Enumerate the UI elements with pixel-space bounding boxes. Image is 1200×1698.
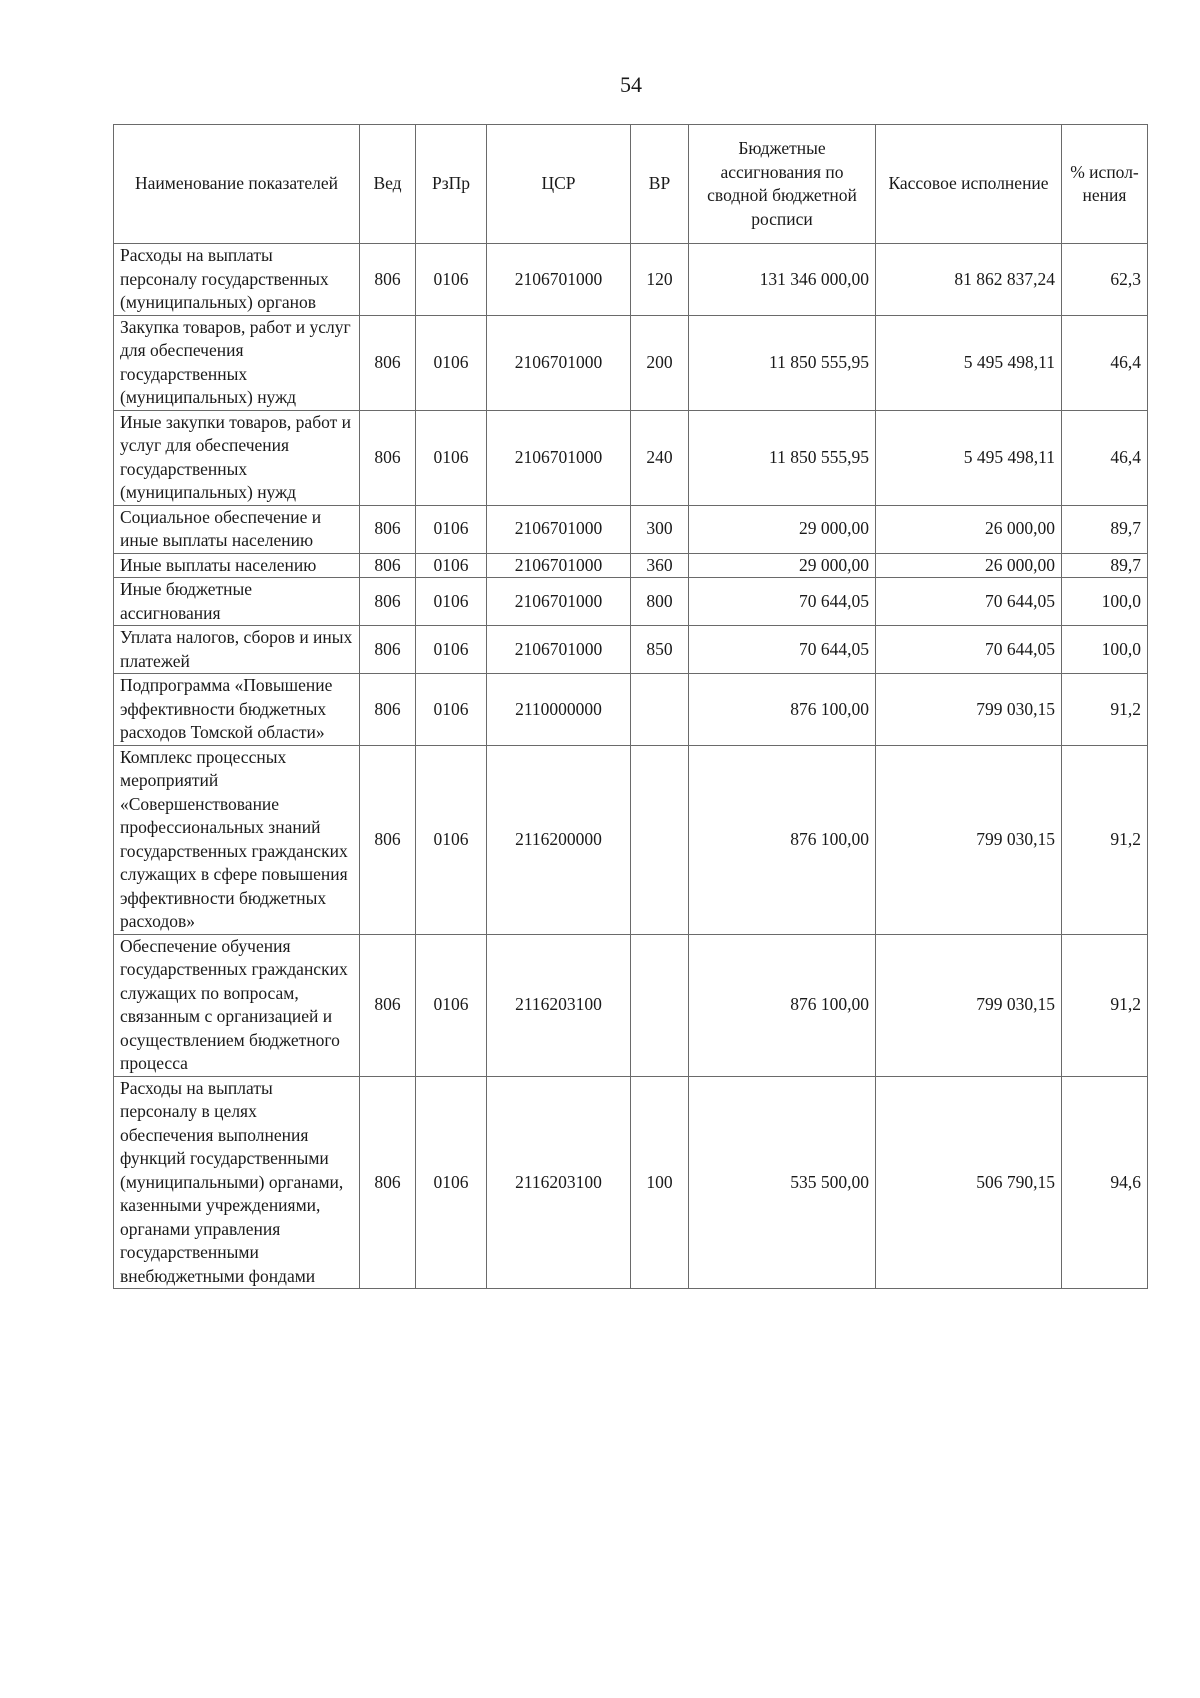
cell-pct: 91,2 [1062, 745, 1148, 934]
table-row [114, 578, 1148, 626]
cell-csr: 2110000000 [487, 674, 631, 746]
cell-assign: 11 850 555,95 [689, 315, 876, 410]
table-row [114, 934, 1148, 1076]
cell-csr: 2106701000 [487, 505, 631, 553]
cell-cash: 506 790,15 [876, 1076, 1062, 1289]
cell-assign: 876 100,00 [689, 674, 876, 746]
cell-rzpr: 0106 [416, 553, 487, 578]
table-row [114, 626, 1148, 674]
cell-name: Уплата налогов, сборов и иных платежей [114, 626, 360, 674]
cell-vr: 800 [631, 578, 689, 626]
cell-ved: 806 [360, 934, 416, 1076]
table-row [114, 505, 1148, 553]
header-cash-execution: Кассовое исполнение [876, 125, 1062, 244]
cell-csr: 2116200000 [487, 745, 631, 934]
cell-ved: 806 [360, 505, 416, 553]
header-rzpr: РзПр [416, 125, 487, 244]
header-row [114, 125, 1148, 244]
cell-assign: 29 000,00 [689, 505, 876, 553]
table-row [114, 244, 1148, 316]
budget-execution-table [113, 124, 1148, 1289]
cell-rzpr: 0106 [416, 934, 487, 1076]
cell-cash: 81 862 837,24 [876, 244, 1062, 316]
cell-cash: 26 000,00 [876, 553, 1062, 578]
header-name: Наименование показателей [114, 125, 360, 244]
cell-csr: 2106701000 [487, 244, 631, 316]
cell-csr: 2106701000 [487, 410, 631, 505]
cell-pct: 100,0 [1062, 626, 1148, 674]
cell-cash: 5 495 498,11 [876, 315, 1062, 410]
cell-rzpr: 0106 [416, 244, 487, 316]
cell-cash: 799 030,15 [876, 674, 1062, 746]
cell-vr [631, 934, 689, 1076]
header-vr: ВР [631, 125, 689, 244]
cell-name: Расходы на выплаты персоналу в целях обеспечения выполнения функций государственными (муниципальными) органами, казенными учреждениями, органами управления государственными внебюджетными фондами [114, 1076, 360, 1289]
cell-vr: 300 [631, 505, 689, 553]
cell-pct: 100,0 [1062, 578, 1148, 626]
cell-cash: 799 030,15 [876, 745, 1062, 934]
cell-pct: 91,2 [1062, 674, 1148, 746]
cell-name: Закупка товаров, работ и услуг для обеспечения государственных (муниципальных) нужд [114, 315, 360, 410]
cell-vr [631, 745, 689, 934]
cell-name: Комплекс процессных мероприятий «Совершенствование профессиональных знаний государственных гражданских служащих в сфере повышения эффективности бюджетных расходов» [114, 745, 360, 934]
table-row [114, 674, 1148, 746]
cell-cash: 70 644,05 [876, 578, 1062, 626]
cell-ved: 806 [360, 410, 416, 505]
cell-vr: 100 [631, 1076, 689, 1289]
cell-vr [631, 674, 689, 746]
cell-rzpr: 0106 [416, 410, 487, 505]
cell-cash: 70 644,05 [876, 626, 1062, 674]
cell-csr: 2116203100 [487, 934, 631, 1076]
cell-assign: 70 644,05 [689, 626, 876, 674]
cell-cash: 5 495 498,11 [876, 410, 1062, 505]
header-assignments: Бюджетные ассигнования по сводной бюджетной росписи [689, 125, 876, 244]
cell-pct: 89,7 [1062, 553, 1148, 578]
cell-csr: 2106701000 [487, 315, 631, 410]
cell-name: Социальное обеспечение и иные выплаты населению [114, 505, 360, 553]
page-number: 54 [620, 72, 642, 97]
cell-rzpr: 0106 [416, 745, 487, 934]
cell-name: Иные закупки товаров, работ и услуг для обеспечения государственных (муниципальных) нужд [114, 410, 360, 505]
cell-ved: 806 [360, 745, 416, 934]
cell-rzpr: 0106 [416, 626, 487, 674]
cell-pct: 62,3 [1062, 244, 1148, 316]
cell-vr: 200 [631, 315, 689, 410]
cell-rzpr: 0106 [416, 505, 487, 553]
cell-name: Обеспечение обучения государственных гражданских служащих по вопросам, связанным с организацией и осуществлением бюджетного процесса [114, 934, 360, 1076]
cell-csr: 2106701000 [487, 626, 631, 674]
cell-pct: 89,7 [1062, 505, 1148, 553]
cell-csr: 2106701000 [487, 578, 631, 626]
cell-name: Расходы на выплаты персоналу государственных (муниципальных) органов [114, 244, 360, 316]
table-row [114, 410, 1148, 505]
cell-ved: 806 [360, 1076, 416, 1289]
cell-assign: 876 100,00 [689, 934, 876, 1076]
cell-name: Иные бюджетные ассигнования [114, 578, 360, 626]
cell-assign: 876 100,00 [689, 745, 876, 934]
table-row [114, 1076, 1148, 1289]
table-row [114, 315, 1148, 410]
cell-rzpr: 0106 [416, 315, 487, 410]
cell-vr: 120 [631, 244, 689, 316]
header-csr: ЦСР [487, 125, 631, 244]
cell-csr: 2116203100 [487, 1076, 631, 1289]
cell-assign: 11 850 555,95 [689, 410, 876, 505]
cell-ved: 806 [360, 674, 416, 746]
cell-ved: 806 [360, 578, 416, 626]
cell-vr: 360 [631, 553, 689, 578]
cell-ved: 806 [360, 553, 416, 578]
cell-name: Подпрограмма «Повышение эффективности бюджетных расходов Томской области» [114, 674, 360, 746]
cell-rzpr: 0106 [416, 674, 487, 746]
cell-pct: 46,4 [1062, 315, 1148, 410]
cell-ved: 806 [360, 315, 416, 410]
cell-csr: 2106701000 [487, 553, 631, 578]
cell-assign: 535 500,00 [689, 1076, 876, 1289]
cell-cash: 26 000,00 [876, 505, 1062, 553]
cell-rzpr: 0106 [416, 578, 487, 626]
cell-vr: 240 [631, 410, 689, 505]
cell-name: Иные выплаты населению [114, 553, 360, 578]
cell-vr: 850 [631, 626, 689, 674]
cell-assign: 29 000,00 [689, 553, 876, 578]
cell-ved: 806 [360, 626, 416, 674]
cell-assign: 70 644,05 [689, 578, 876, 626]
header-percent: % испол-нения [1062, 125, 1148, 244]
table-row [114, 745, 1148, 934]
cell-assign: 131 346 000,00 [689, 244, 876, 316]
cell-rzpr: 0106 [416, 1076, 487, 1289]
table-row [114, 553, 1148, 578]
cell-ved: 806 [360, 244, 416, 316]
cell-cash: 799 030,15 [876, 934, 1062, 1076]
table-body [114, 244, 1148, 1289]
cell-pct: 46,4 [1062, 410, 1148, 505]
cell-pct: 94,6 [1062, 1076, 1148, 1289]
header-ved: Вед [360, 125, 416, 244]
cell-pct: 91,2 [1062, 934, 1148, 1076]
